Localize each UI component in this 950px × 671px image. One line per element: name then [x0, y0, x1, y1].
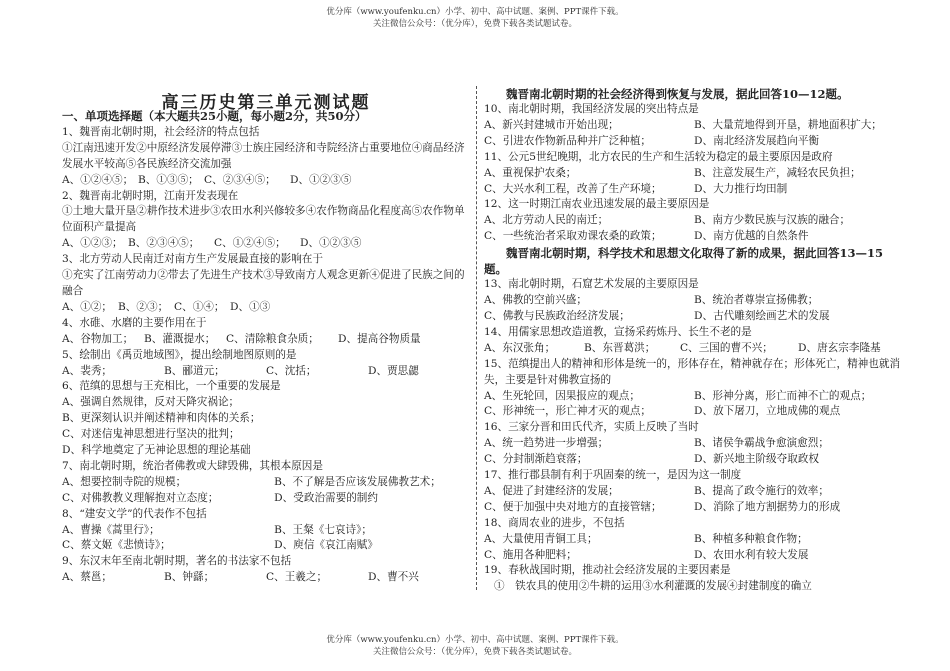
q7-option-b[interactable]: B、不了解是否应该发展佛教艺术； — [274, 475, 441, 488]
q10-options-row-2 — [484, 134, 904, 150]
right-column — [484, 86, 904, 595]
q6-stem: 6、范缜的思想与王充相比，一个重要的发展是 — [62, 380, 281, 393]
q15-options-row-2 — [484, 404, 904, 420]
q16-options-row-1 — [484, 436, 904, 452]
q8-option-b[interactable]: B、王粲《七哀诗》； — [274, 523, 372, 536]
q6-option-d[interactable]: D、科学地奠定了无神论思想的理论基础 — [62, 444, 251, 457]
question-4 — [62, 316, 470, 348]
question-14 — [484, 325, 904, 357]
q13-options-row-2 — [484, 309, 904, 325]
footer-line-2: 关注微信公众号：（优分库），免费下载各类试题试卷。 — [372, 647, 577, 657]
q16-option-d[interactable]: D、新兴地主阶级夺取政权 — [694, 453, 820, 466]
q3-options — [62, 300, 470, 316]
q16-option-a[interactable]: A、统一趋势进一步增强； — [484, 437, 609, 450]
q19-stem: 19、春秋战国时期，推动社会经济发展的主要因素是 — [484, 564, 731, 577]
q18-options-row-2 — [484, 548, 904, 564]
q2-body: ①土地大量开垦②耕作技术进步③农田水利兴修较多④农作物商品化程度高⑤农作物单位面积产量提高 — [62, 205, 465, 234]
q5-stem: 5、绘制出《禹贡地域图》，提出绘制地图原则的是 — [62, 348, 297, 361]
q8-option-d[interactable]: D、庾信《哀江南赋》 — [274, 539, 378, 552]
question-9 — [62, 554, 470, 586]
q6-option-b[interactable]: B、更深刻认识并阐述精神和肉体的关系； — [62, 412, 261, 425]
question-13 — [484, 277, 904, 325]
q18-options-row-1 — [484, 532, 904, 548]
header-line-2: 关注微信公众号：（优分库），免费下载各类试题试卷。 — [372, 19, 577, 29]
q5-options — [62, 364, 470, 380]
q2-option-d[interactable]: D、①②③⑤ — [300, 237, 362, 250]
q6-option-c[interactable]: C、对迷信鬼神思想进行坚决的批判； — [62, 428, 240, 441]
q13-options-row-1 — [484, 293, 904, 309]
q15-option-a[interactable]: A、生死轮回，因果报应的观点； — [484, 389, 640, 402]
q17-option-d[interactable]: D、消除了地方割据势力的形成 — [694, 500, 841, 513]
q5-option-a[interactable]: A、裴秀； — [62, 364, 113, 377]
question-6 — [62, 379, 470, 459]
q11-options-row-2 — [484, 182, 904, 198]
q11-option-c[interactable]: C、大兴水利工程，改善了生产环境； — [484, 182, 662, 195]
question-17 — [484, 468, 904, 516]
q4-options — [62, 332, 470, 348]
q1-body: ①江南迅速开发②中原经济发展停滞③士族庄园经济和寺院经济占重要地位④商品经济发展水平较高⑤各民族经济交流加强 — [62, 141, 465, 170]
q2-option-b[interactable]: B、②③④⑤； — [128, 237, 200, 250]
q1-option-c[interactable]: C、②③④⑤； — [204, 173, 276, 186]
q13-option-c[interactable]: C、佛教与民族政治经济发展； — [484, 309, 630, 322]
q5-option-c[interactable]: C、沈括； — [266, 364, 317, 377]
q12-option-b[interactable]: B、南方少数民族与汉族的融合； — [694, 214, 851, 227]
q14-option-d[interactable]: D、唐玄宗李隆基 — [798, 341, 881, 354]
q15-stem: 15、范缜提出人的精神和形体是统一的，形体存在，精神就存在；形体死亡，精神也就消失，主要是针对佛教宣扬的 — [484, 357, 901, 386]
q18-option-c[interactable]: C、施用各种肥料； — [484, 548, 577, 561]
q7-option-c[interactable]: C、对佛教教义理解抱对立态度； — [62, 491, 219, 504]
question-10 — [484, 102, 904, 150]
q11-options-row-1 — [484, 166, 904, 182]
q13-option-a[interactable]: A、佛教的空前兴盛； — [484, 294, 587, 307]
q9-options — [62, 570, 470, 586]
q17-option-a[interactable]: A、促进了封建经济的发展； — [484, 484, 619, 497]
q14-option-b[interactable]: B、东晋葛洪； — [584, 341, 656, 354]
q16-option-c[interactable]: C、分封制渐趋衰落； — [484, 453, 588, 466]
question-8 — [62, 507, 470, 555]
q9-option-d[interactable]: D、曹不兴 — [368, 571, 419, 584]
q18-option-b[interactable]: B、种植多种粮食作物； — [694, 532, 808, 545]
q11-option-b[interactable]: B、注意发展生产，减轻农民负担； — [694, 166, 861, 179]
q6-option-a[interactable]: A、强调自然规律，反对天降灾祸论； — [62, 396, 240, 409]
q3-option-a[interactable]: A、①②； — [62, 300, 113, 313]
q4-stem: 4、水碓、水磨的主要作用在于 — [62, 316, 207, 329]
question-11 — [484, 150, 904, 198]
q4-option-d[interactable]: D、提高谷物质量 — [338, 332, 421, 345]
q19-body: ① 铁农具的使用②牛耕的运用③水利灌溉的发展④封建制度的确立 — [494, 580, 812, 593]
q9-option-c[interactable]: C、王羲之； — [266, 571, 328, 584]
question-18 — [484, 516, 904, 564]
section-heading: 一、单项选择题（本大题共25小题，每小题2分，共50分） — [62, 109, 367, 123]
column-divider — [476, 86, 477, 590]
q16-options-row-2 — [484, 452, 904, 468]
q12-options-row-1 — [484, 213, 904, 229]
q12-stem: 12、这一时期江南农业迅速发展的最主要原因是 — [484, 198, 710, 211]
q15-option-c[interactable]: C、形神统一，形亡神才灭的观点； — [484, 405, 652, 418]
question-16 — [484, 420, 904, 468]
q3-body: ①充实了江南劳动力②带去了先进生产技术③导致南方人观念更新④促进了民族之间的融合 — [62, 269, 465, 297]
q17-option-b[interactable]: B、提高了政令施行的效率； — [694, 484, 829, 497]
question-12 — [484, 197, 904, 245]
q7-option-a[interactable]: A、想要控制寺院的规模； — [62, 475, 187, 488]
q7-options-row-1 — [62, 475, 470, 491]
header-line-1: 优分库（www.youfenku.cn）小学、初中、高中试题、案例、PPT课件下载。 — [326, 7, 624, 17]
q2-option-a[interactable]: A、①②③； — [62, 237, 123, 250]
q11-option-d[interactable]: D、大力推行均田制 — [694, 182, 788, 195]
q8-options-row-2 — [62, 538, 470, 554]
q5-option-d[interactable]: D、贾思勰 — [368, 364, 419, 377]
q10-option-d[interactable]: D、南北经济发展趋向平衡 — [694, 134, 820, 147]
q10-options-row-1 — [484, 118, 904, 134]
q13-option-b[interactable]: B、统治者尊崇宣扬佛教； — [694, 294, 819, 307]
question-1 — [62, 125, 470, 189]
q4-option-b[interactable]: B、灌溉提水； — [144, 332, 216, 345]
q8-option-a[interactable]: A、曹操《蒿里行》； — [62, 523, 160, 536]
question-7 — [62, 459, 470, 507]
q11-stem: 11、公元5世纪晚期，北方农民的生产和生活较为稳定的最主要原因是政府 — [484, 150, 833, 163]
q3-option-c[interactable]: C、①④； — [174, 300, 225, 313]
q8-option-c[interactable]: C、蔡文姬《悲愤诗》； — [62, 539, 171, 552]
page-footer — [0, 634, 950, 658]
footer-line-1: 优分库（www.youfenku.cn）小学、初中、高中试题、案例、PPT课件下载。 — [326, 635, 624, 645]
question-5 — [62, 348, 470, 380]
q1-option-a[interactable]: A、①②④⑤； — [62, 173, 134, 186]
q8-options-row-1 — [62, 523, 470, 539]
q1-option-b[interactable]: B、①③⑤； — [138, 173, 199, 186]
left-column — [62, 94, 470, 586]
q7-option-d[interactable]: D、受政治需要的制约 — [274, 491, 378, 504]
q15-option-b[interactable]: B、形神分离，形亡而神不亡的观点； — [694, 389, 872, 402]
q2-options — [62, 236, 470, 252]
q13-stem: 13、南北朝时期，石窟艺术发展的主要原因是 — [484, 278, 699, 291]
q4-option-a[interactable]: A、谷物加工； — [62, 332, 134, 345]
question-3 — [62, 252, 470, 316]
q1-option-d[interactable]: D、①②③⑤ — [290, 173, 352, 186]
q7-stem: 7、南北朝时期，统治者佛教或大肆毁佛，其根本原因是 — [62, 459, 323, 472]
q14-stem: 14、用儒家思想改造道教，宣扬采药炼丹、长生不老的是 — [484, 325, 752, 338]
exam-title: 高三历史第三单元测试题 — [161, 93, 371, 113]
q5-option-b[interactable]: B、郦道元； — [164, 364, 225, 377]
q10-option-a[interactable]: A、新兴封建城市开始出现； — [484, 118, 619, 131]
group-heading-13-15: 魏晋南北朝时期，科学技术和思想文化取得了新的成果，据此回答13—15题。 — [484, 246, 884, 277]
q12-option-a[interactable]: A、北方劳动人民的南迁； — [484, 214, 609, 227]
q16-option-b[interactable]: B、诸侯争霸战争愈演愈烈； — [694, 437, 829, 450]
q2-option-c[interactable]: C、①②④⑤； — [214, 237, 286, 250]
group-heading-10-12: 魏晋南北朝时期的社会经济得到恢复与发展，据此回答10—12题。 — [506, 87, 849, 101]
q12-option-c[interactable]: C、一些统治者采取劝课农桑的政策； — [484, 230, 662, 243]
page-header — [0, 6, 950, 30]
question-19 — [484, 563, 904, 595]
q17-options-row-1 — [484, 484, 904, 500]
q1-options — [62, 173, 470, 189]
q10-stem: 10、南北朝时期，我国经济发展的突出特点是 — [484, 103, 699, 115]
q12-option-d[interactable]: D、南方优越的自然条件 — [694, 230, 809, 243]
q10-option-b[interactable]: B、大量荒地得到开垦，耕地面积扩大； — [694, 118, 882, 131]
q15-options-row-1 — [484, 389, 904, 405]
q3-option-d[interactable]: D、①③ — [230, 300, 271, 313]
q1-stem: 1、魏晋南北朝时期，社会经济的特点包括 — [62, 125, 260, 138]
q3-stem: 3、北方劳动人民南迁对南方生产发展最直接的影响在于 — [62, 253, 323, 266]
q3-option-b[interactable]: B、②③； — [118, 300, 169, 313]
q17-option-c[interactable]: C、便于加强中央对地方的直接管辖； — [484, 500, 662, 513]
q15-option-d[interactable]: D、放下屠刀，立地成佛的观点 — [694, 405, 841, 418]
q12-options-row-2 — [484, 229, 904, 245]
q9-stem: 9、东汉末年至南北朝时期，著名的书法家不包括 — [62, 555, 292, 568]
q18-stem: 18、商周农业的进步，不包括 — [484, 516, 625, 529]
q18-option-d[interactable]: D、农田水利有较大发展 — [694, 548, 809, 561]
q16-stem: 16、三家分晋和田氏代齐，实质上反映了当时 — [484, 421, 699, 434]
q8-stem: 8、“建安文学”的代表作不包括 — [62, 507, 207, 520]
q10-option-c[interactable]: C、引进农作物新品种并广泛种植； — [484, 134, 652, 147]
q14-option-a[interactable]: A、东汉张角； — [484, 341, 556, 354]
q14-option-c[interactable]: C、三国的曹不兴； — [680, 341, 773, 354]
q2-stem: 2、魏晋南北朝时期，江南开发表现在 — [62, 189, 239, 202]
q13-option-d[interactable]: D、古代雕刻绘画艺术的发展 — [694, 309, 830, 322]
q14-options — [484, 341, 904, 357]
question-2 — [62, 189, 470, 253]
q17-options-row-2 — [484, 500, 904, 516]
q7-options-row-2 — [62, 491, 470, 507]
q4-option-c[interactable]: C、清除粮食杂质； — [226, 332, 319, 345]
q17-stem: 17、推行郡县制有利于巩固秦的统一，是因为这一制度 — [484, 469, 742, 482]
q9-option-a[interactable]: A、蔡邕； — [62, 571, 113, 584]
question-15 — [484, 357, 904, 421]
q18-option-a[interactable]: A、大量使用青铜工具； — [484, 532, 598, 545]
q9-option-b[interactable]: B、钟繇； — [164, 571, 215, 584]
q11-option-a[interactable]: A、重视保护农桑； — [484, 166, 577, 179]
